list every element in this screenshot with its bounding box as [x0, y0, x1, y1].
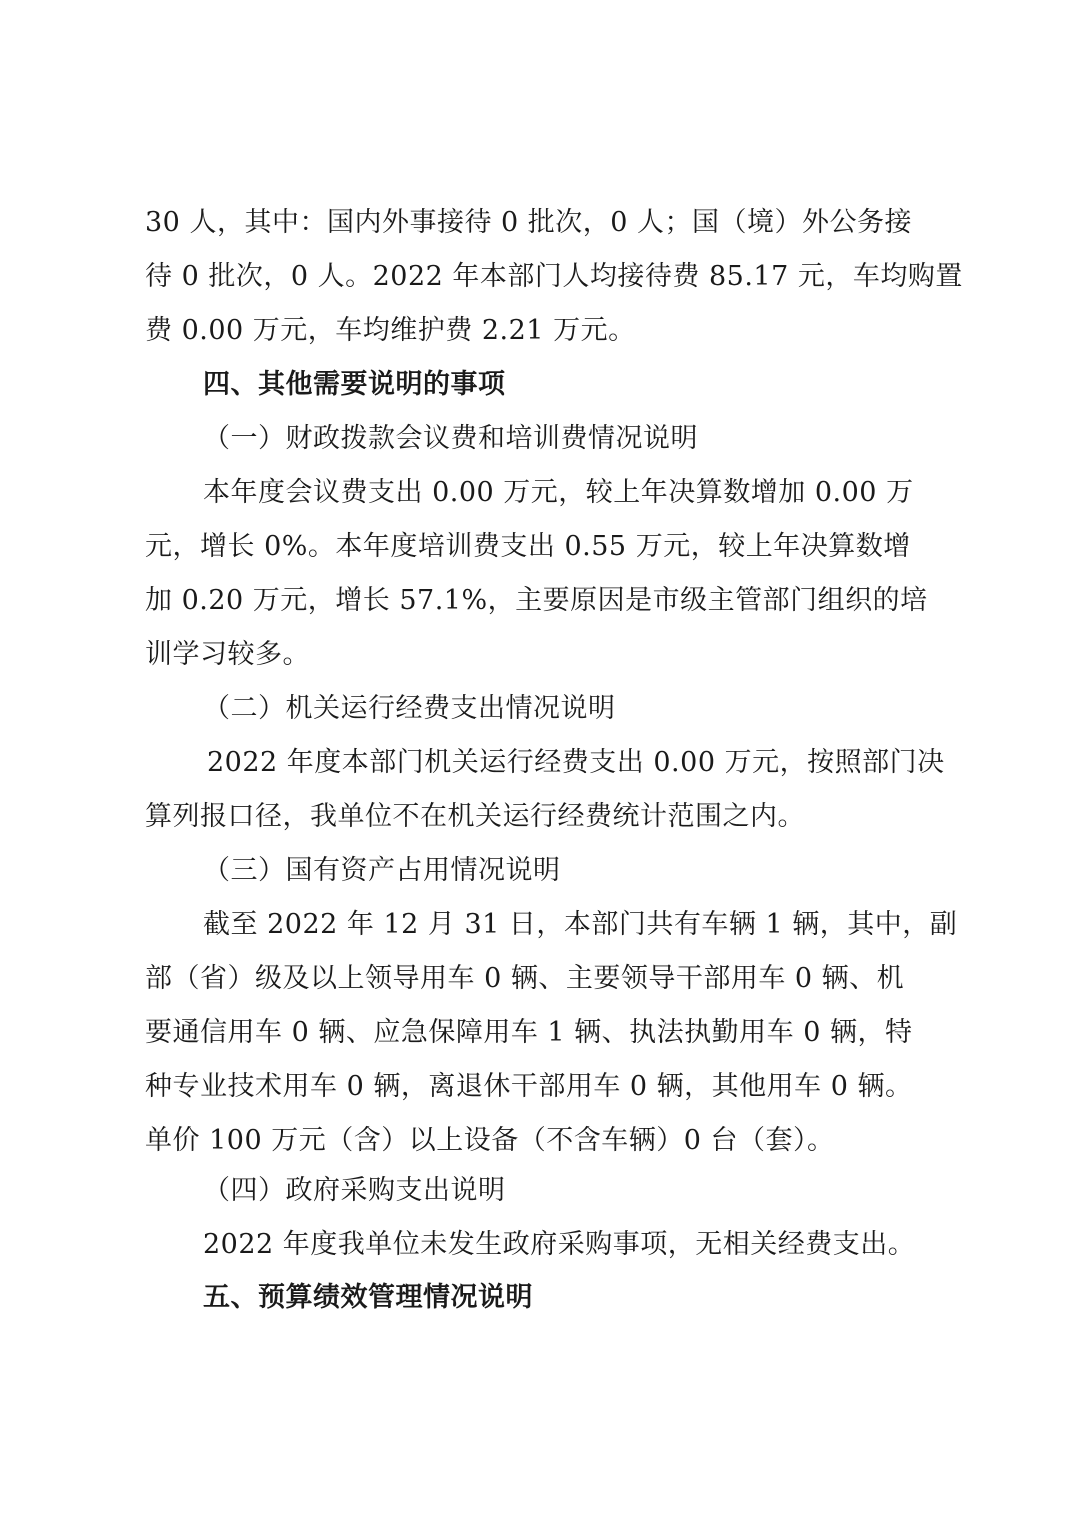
sub2-line-1: 2022 年度本部门机关运行经费支出 0.00 万元，按照部门决 [207, 747, 945, 778]
sub1-line-2: 元，增长 0%。本年度培训费支出 0.55 万元，较上年决算数增 [145, 531, 911, 562]
section-4-heading: 四、其他需要说明的事项 [203, 369, 506, 400]
intro-line-1: 30 人，其中：国内外事接待 0 批次，0 人；国（境）外公务接 [145, 207, 913, 238]
sub1-line-3: 加 0.20 万元，增长 57.1%，主要原因是市级主管部门组织的培 [145, 585, 928, 616]
subsection-1-title: （一）财政拨款会议费和培训费情况说明 [203, 423, 698, 454]
section-5-heading: 五、预算绩效管理情况说明 [203, 1282, 533, 1313]
sub3-line-5: 单价 100 万元（含）以上设备（不含车辆）0 台（套）。 [145, 1125, 835, 1156]
intro-line-3: 费 0.00 万元，车均维护费 2.21 万元。 [145, 315, 636, 346]
sub3-line-4: 种专业技术用车 0 辆，离退休干部用车 0 辆，其他用车 0 辆。 [145, 1071, 913, 1102]
intro-line-2: 待 0 批次，0 人。2022 年本部门人均接待费 85.17 元，车均购置 [145, 261, 963, 292]
sub3-line-3: 要通信用车 0 辆、应急保障用车 1 辆、执法执勤用车 0 辆，特 [145, 1017, 913, 1048]
sub3-line-2: 部（省）级及以上领导用车 0 辆、主要领导干部用车 0 辆、机 [145, 963, 905, 994]
sub1-line-1: 本年度会议费支出 0.00 万元，较上年决算数增加 0.00 万 [203, 477, 914, 508]
sub2-line-2: 算列报口径，我单位不在机关运行经费统计范围之内。 [145, 801, 805, 832]
subsection-3-title: （三）国有资产占用情况说明 [203, 855, 561, 886]
sub3-line-1: 截至 2022 年 12 月 31 日，本部门共有车辆 1 辆，其中，副 [203, 909, 958, 940]
sub4-line-1: 2022 年度我单位未发生政府采购事项，无相关经费支出。 [203, 1229, 916, 1260]
subsection-4-title: （四）政府采购支出说明 [203, 1175, 506, 1206]
sub1-line-4: 训学习较多。 [145, 639, 310, 670]
subsection-2-title: （二）机关运行经费支出情况说明 [203, 693, 616, 724]
